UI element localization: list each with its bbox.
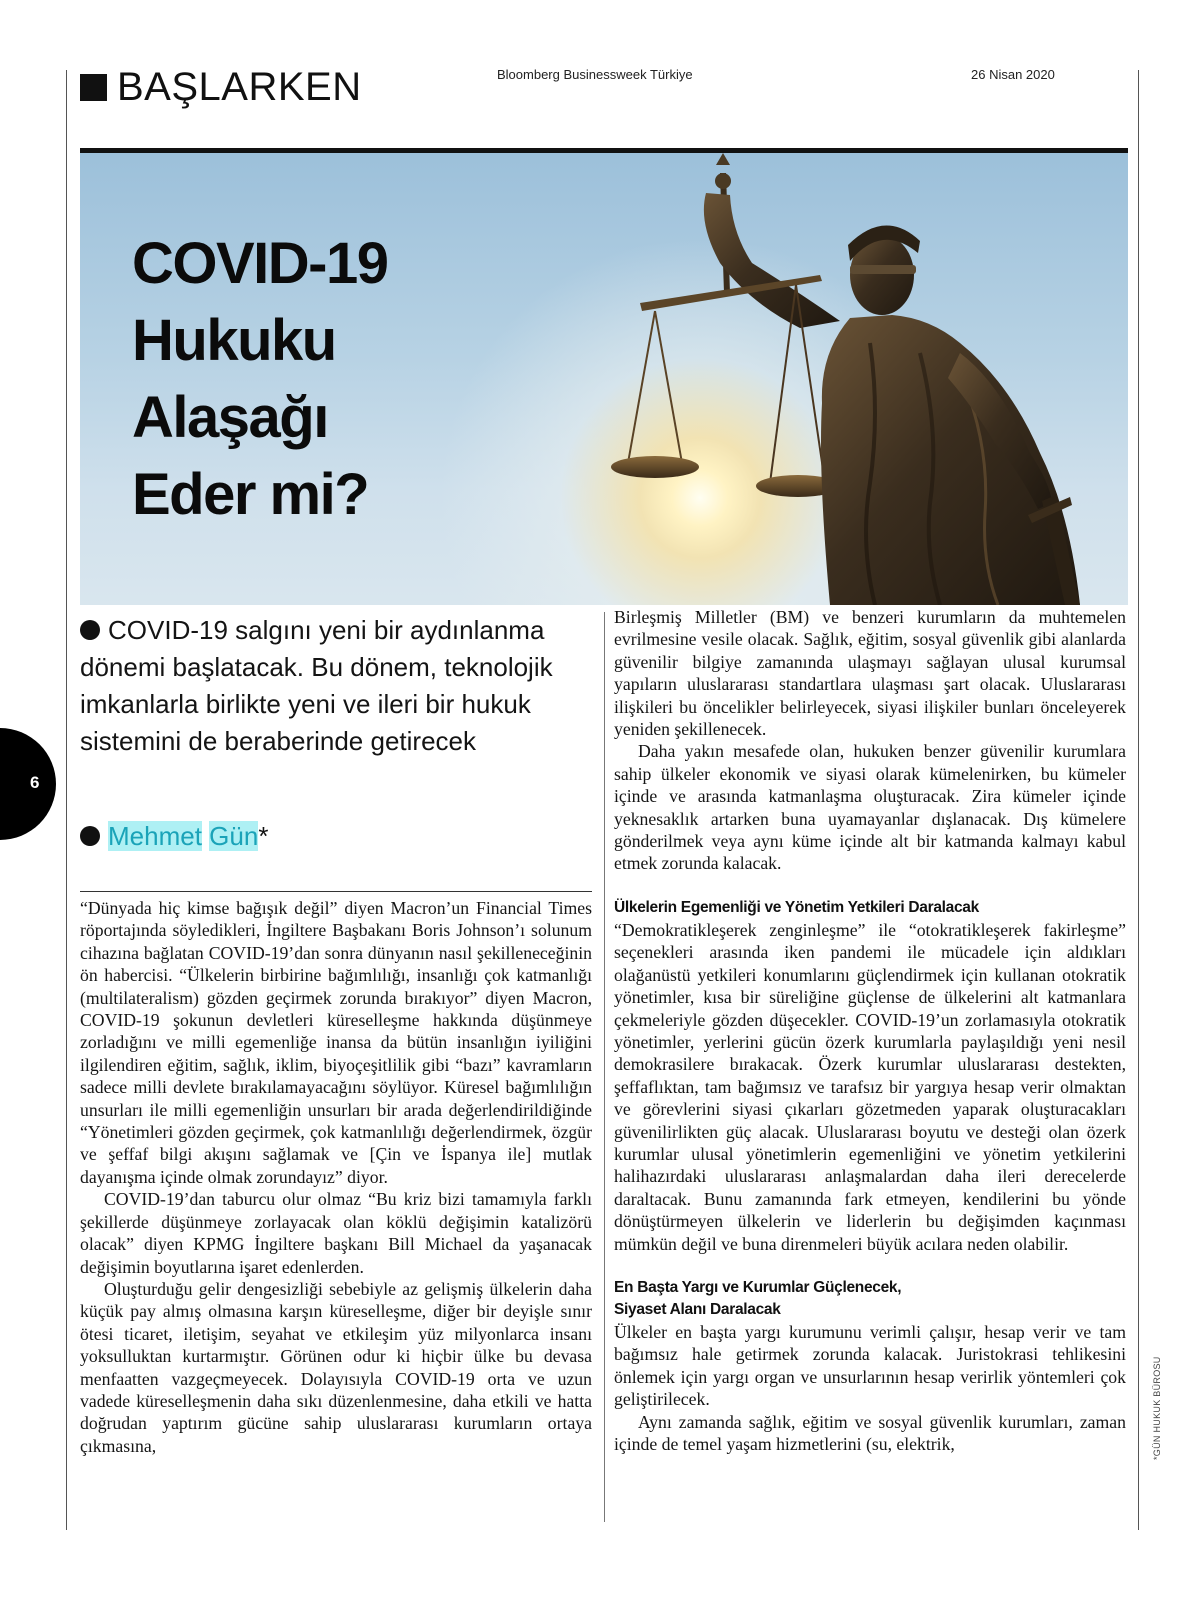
right-margin-rule — [1138, 70, 1139, 1530]
author-last-name: Gün — [209, 821, 259, 851]
body-paragraph: Daha yakın mesafede olan, hukuken benzer güvenilir kurumlara sahip ülkeler ekonomik ve siyasi olarak kümelenirken, bu kümeler içinde ve arasında katmanlaşma oluşturacak. Zira kümeler içinde yeknesaklık artarken buna uyamayanlar dışlanacak. Dış kümelere gönderilmek veya aynı küme içinde alt bir katmanda kalmayı kabul etmek zorunda kalacak. — [614, 741, 1126, 874]
issue-date: 26 Nisan 2020 — [971, 67, 1055, 82]
page-number-tab — [0, 728, 56, 840]
left-margin-rule — [66, 70, 67, 1530]
headline — [132, 225, 552, 533]
body-paragraph: “Demokratikleşerek zenginleşme” ile “otokratikleşerek fakirleşme” seçenekleri arasında iken pandemi ile mücadele için aldıkları olağanüstü yetkileri konumlarını güçlendirmek için kullanan otokratik yönetimler, kısa bir süreliğine güçlense de ülkelerini alt katmanlara çekmeleriyle gözden düşecekler. COVID-19’un zorlamasıyla otokratik yönetimler, yerlerini gücün özerk kurumlarla paylaşıldığı yeni nesil demokrasilere bırakacak. Özerk kurumlar uluslararası destekten, şeffaflıktan, tam bağımsız ve tarafsız bir yargıya hesap verir olmaktan ve görevlerini siyasi çıkarları gözetmeden yaparak oluşturacakları güvenilirlikten güç alacak. Uluslararası boyutu ve desteği olan özerk kurumlar ulusal yönetimlerin egemenliğini ve yönetim yetkilerini halihazırdaki uluslararası anlaşmalardan daha ileri derecelerde daraltacak. Bunu zamanında fark etmeyen, kendilerini bu yönde dönüştürmeyen ülkelerin ve liderlerin bu değişimden kaçınması mümkün değil ve buna direnmeleri büyük acılara neden olabilir. — [614, 919, 1126, 1254]
section-title: BAŞLARKEN — [117, 64, 362, 109]
photo-credit: *GÜN HUKUK BÜROSU — [1152, 1356, 1162, 1460]
subheading: Siyaset Alanı Daralacak — [614, 1300, 781, 1318]
headline-line-1: COVID-19 — [132, 231, 388, 296]
body-paragraph: Oluşturduğu gelir dengesizliği sebebiyle az gelişmiş ülkelerin daha küçük pay almış olmasına karşın küreselleşme, diğer bir deyişle sınır ötesi ticaret, iletişim, seyahat ve etkileşim yüz milyonlarca insanı yoksulluktan kurtarmıştır. Görünen odur ki hiçbir ülke bu devasa menfaatten vazgeçmeyecek. Dolayısıyla COVID-19 orta ve uzun vadede küreselleşmenin daha sıkı düzenlenmesine, daha etkili ve hatta doğrudan yaptırım gücüne sahip uluslararası kurumların ortaya çıkmasına, — [80, 1278, 592, 1456]
subheading: En Başta Yargı ve Kurumlar Güçlenecek, — [614, 1278, 902, 1296]
page-number: 6 — [30, 773, 40, 792]
headline-line-3: Alaşağı — [132, 385, 328, 450]
lead-text: COVID-19 salgını yeni bir aydınlanma dönemi başlatacak. Bu dönem, teknolojik imkanlarla birlikte yeni ve ileri bir hukuk sistemini de beraberinde getirecek — [80, 615, 553, 756]
hero-image — [80, 148, 1128, 605]
body-paragraph: “Dünyada hiç kimse bağışık değil” diyen Macron’un Financial Times röportajında söyledikleri, İngiltere Başbakanı Boris Johnson’ı solunum cihazına bağlatan COVID-19’dan sonra dünyanın nasıl şekilleneceğinin ön habercisi. “Ülkelerin birbirine bağımlılığı, insanlığı çok katmanlığı (multilateralism) gözden geçirmek zorunda bırakıyor” diyen Macron, COVID-19 şokunun devletleri küreselleşme hakkında düşünmeye zorladığını ve milli egemenliğe inansa da bütün insanlığın iyiliğini ilgilendiren eğitim, sağlık, iklim, biyoçeşitlilik gibi “bazı” kavramların sadece milli devlete bırakılamayacağını söylüyor. Küresel bağımlılığın unsurları ile milli egemenliğin unsurları bir arada değerlendirildiğinde “Yönetimleri gözden geçirmek, çok katmanlılığı değerlendirmek, özgür ve şeffaf bilgi akışını sağlamak ve [Çin ve İspanya ile] mutlak dayanışma içinde olmak zorundayız” diyor. — [80, 898, 592, 1187]
column-divider — [604, 612, 605, 1522]
author-footnote-mark: * — [258, 821, 269, 851]
body-paragraph: Aynı zamanda sağlık, eğitim ve sosyal güvenlik kurumları, zaman içinde de temel yaşam hizmetlerini (su, elektrik, — [614, 1411, 1126, 1454]
headline-line-2: Hukuku — [132, 308, 336, 373]
section-square-icon — [80, 74, 107, 101]
headline-line-4: Eder mi? — [132, 462, 369, 527]
body-top-rule — [80, 891, 592, 892]
body-column-1 — [80, 897, 592, 1457]
bullet-icon — [80, 620, 100, 640]
body-paragraph: Birleşmiş Milletler (BM) ve benzeri kurumların da muhtemelen evrilmesine vesile olacak. Sağlık, eğitim, sosyal güvenlik gibi alanlarda güvenilir bilgiye zamanında ulaşmayı sağlayan ulusal kurumsal yapıların uluslararası standartlara ulaşması şart olacak. Uluslararası ilişkileri bu öncelikler belirleyecek, siyasi ilişkiler bunları önceleyerek yeniden şekillenecek. — [614, 607, 1126, 740]
body-column-2 — [614, 606, 1126, 1455]
subheading: Ülkelerin Egemenliği ve Yönetim Yetkileri Daralacak — [614, 898, 979, 916]
bullet-icon — [80, 826, 100, 846]
lead-paragraph — [80, 612, 592, 760]
body-paragraph: COVID-19’dan taburcu olur olmaz “Bu kriz bizi tamamıyla farklı şekillerde düşünmeye zorlayacak olan köklü değişimin katalizörü olacak” diyen KPMG İngiltere başkanı Bill Michael da yaşanacak değişimin boyutlarına işaret edenlerden. — [80, 1189, 592, 1277]
body-paragraph: Ülkeler en başta yargı kurumunu verimli çalışır, hesap verir ve tam bağımsız hale getirmek zorunda kalacak. Juristokrasi tehlikesini önlemek için yargı organ ve unsurlarının hesap verirlik yöntemleri çok geliştirilecek. — [614, 1321, 1126, 1410]
author-byline — [80, 818, 268, 854]
publication-name: Bloomberg Businessweek Türkiye — [497, 67, 693, 82]
section-header — [80, 63, 362, 111]
author-first-name: Mehmet — [108, 821, 202, 851]
